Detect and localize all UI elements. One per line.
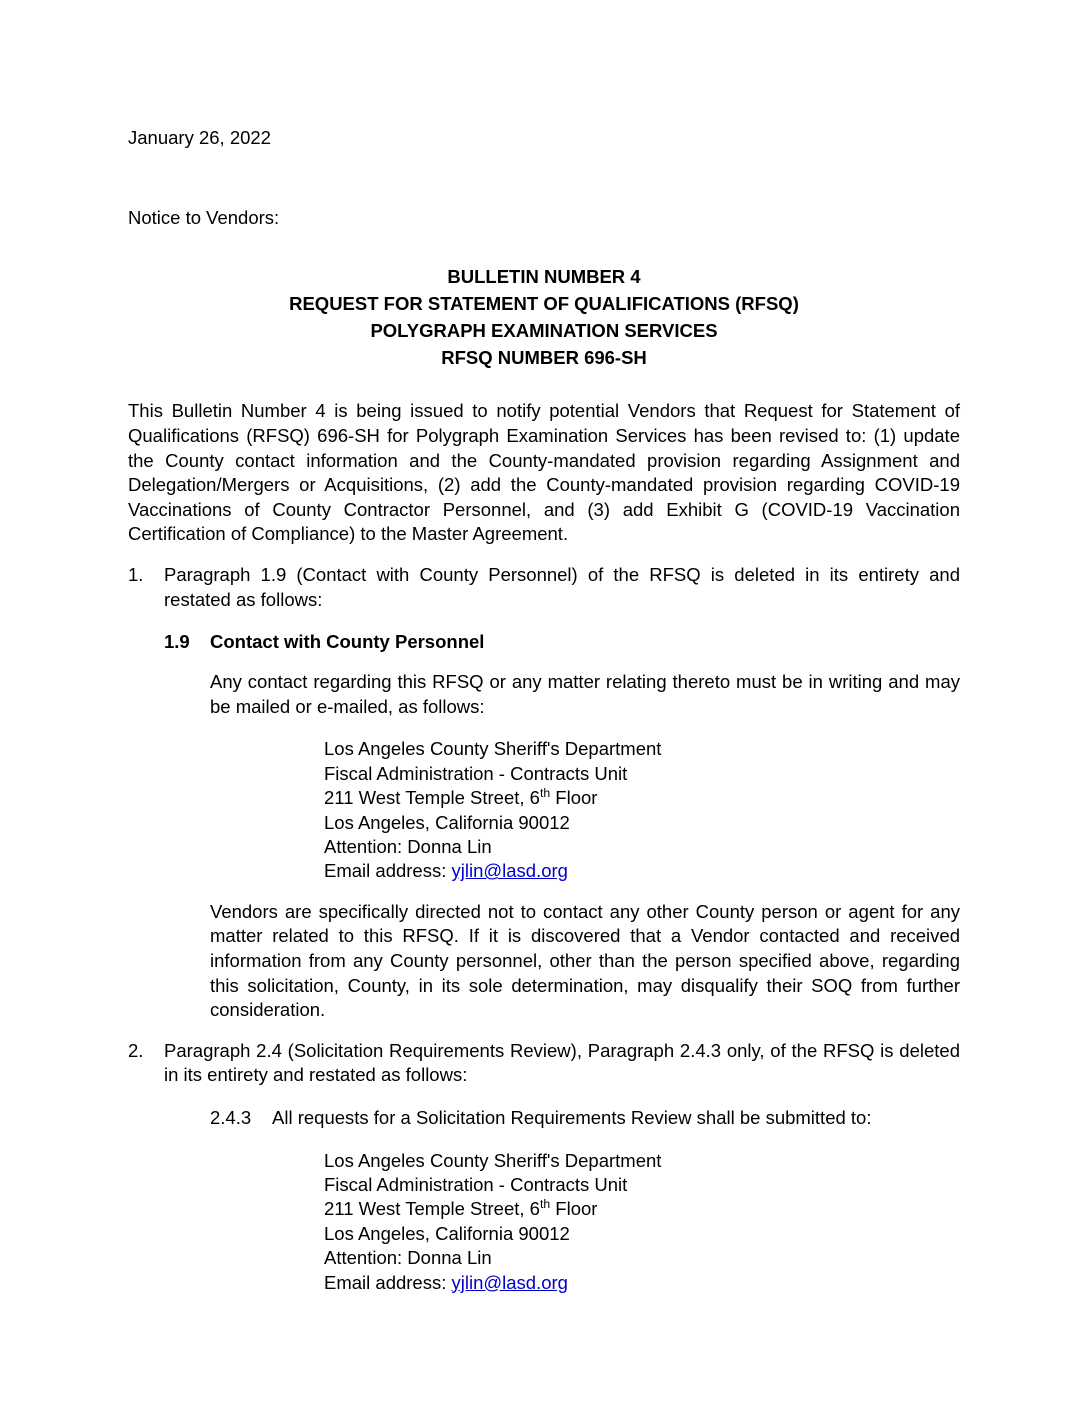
address-street-post: Floor bbox=[550, 787, 598, 809]
title-line-2: REQUEST FOR STATEMENT OF QUALIFICATIONS (RFSQ) bbox=[289, 292, 799, 314]
address-line-attention: Attention: Donna Lin bbox=[324, 1247, 492, 1269]
section-heading-1-9-text: Contact with County Personnel bbox=[210, 631, 485, 653]
address-line-city: Los Angeles, California 90012 bbox=[324, 1222, 570, 1244]
title-line-1: BULLETIN NUMBER 4 bbox=[447, 266, 641, 288]
address-street-ordinal: th bbox=[539, 785, 551, 800]
address-line-street bbox=[324, 786, 960, 810]
title-block bbox=[128, 264, 960, 371]
address-line-department: Los Angeles County Sheriff's Department bbox=[324, 738, 662, 760]
address-line-city: Los Angeles, California 90012 bbox=[324, 811, 570, 833]
contact-address-block-1 bbox=[324, 737, 960, 883]
email-link[interactable]: yjlin@lasd.org bbox=[451, 860, 568, 882]
email-link[interactable]: yjlin@lasd.org bbox=[451, 1271, 568, 1293]
list-item-2-text: Paragraph 2.4 (Solicitation Requirements Review), Paragraph 2.4.3 only, of the RFSQ is deleted in its entirety and restated as follows: bbox=[164, 1039, 960, 1086]
title-line-3: POLYGRAPH EXAMINATION SERVICES bbox=[370, 319, 718, 341]
address-line-unit: Fiscal Administration - Contracts Unit bbox=[324, 762, 628, 784]
address-street-post: Floor bbox=[550, 1198, 598, 1220]
address-line-attention: Attention: Donna Lin bbox=[324, 835, 492, 857]
section-heading-1-9-number: 1.9 bbox=[164, 631, 190, 653]
address-line-street bbox=[324, 1197, 960, 1221]
address-street-pre: 211 West Temple Street, 6 bbox=[324, 1198, 540, 1220]
list-item-1-text: Paragraph 1.9 (Contact with County Personnel) of the RFSQ is deleted in its entirety and restated as follows: bbox=[164, 563, 960, 610]
sub-item-2-4-3 bbox=[210, 1106, 960, 1131]
list-item-2 bbox=[128, 1039, 960, 1088]
address-line-department: Los Angeles County Sheriff's Department bbox=[324, 1149, 662, 1171]
address-line-email bbox=[324, 859, 960, 883]
title-line-4: RFSQ NUMBER 696-SH bbox=[441, 346, 647, 368]
list-item-1 bbox=[128, 563, 960, 612]
contact-closing-paragraph: Vendors are specifically directed not to contact any other County person or agent for any matter related to this RFSQ. If it is discovered that a Vendor contacted and received information from any County personnel, other than the person specified above, regarding this solicitation, County, in its sole determination, may disqualify their SOQ from further consideration. bbox=[210, 900, 960, 1021]
contact-address-block-2 bbox=[324, 1149, 960, 1295]
list-item-1-number: 1. bbox=[128, 563, 144, 585]
intro-paragraph: This Bulletin Number 4 is being issued to notify potential Vendors that Request for Statement of Qualifications (RFSQ) 696-SH for Polygraph Examination Services has been revised to: (1) update the County contact information and the County-mandated provision regarding Assignment and Delegation/Mergers or Acquisitions, (2) add the County-mandated provision regarding COVID-19 Vaccinations of County Contractor Personnel, and (3) add Exhibit G (COVID-19 Vaccination Certification of Compliance) to the Master Agreement. bbox=[128, 400, 960, 545]
salutation: Notice to Vendors: bbox=[128, 207, 280, 229]
address-street-ordinal: th bbox=[539, 1197, 551, 1212]
address-street-pre: 211 West Temple Street, 6 bbox=[324, 787, 540, 809]
address-line-unit: Fiscal Administration - Contracts Unit bbox=[324, 1173, 628, 1195]
document-date: January 26, 2022 bbox=[128, 127, 271, 148]
sub-item-2-4-3-text: All requests for a Solicitation Requirements Review shall be submitted to: bbox=[272, 1106, 872, 1128]
address-line-email bbox=[324, 1271, 960, 1295]
sub-item-2-4-3-number: 2.4.3 bbox=[210, 1106, 252, 1128]
list-item-2-number: 2. bbox=[128, 1039, 144, 1061]
email-label: Email address: bbox=[324, 860, 452, 882]
section-heading-1-9 bbox=[164, 630, 960, 654]
email-label: Email address: bbox=[324, 1271, 452, 1293]
contact-paragraph: Any contact regarding this RFSQ or any matter relating thereto must be in writing and may be mailed or e-mailed, as follows: bbox=[210, 671, 960, 717]
